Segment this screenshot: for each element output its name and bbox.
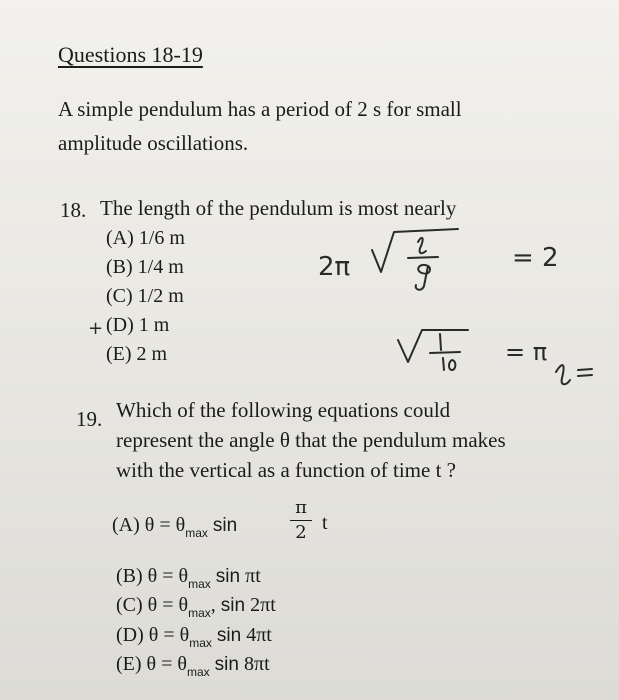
hand-g-letter [416, 265, 430, 290]
choice-argument: 2πt [250, 594, 276, 616]
hand-radical-1 [372, 229, 458, 272]
choice-function: sin [216, 625, 242, 646]
hand-denominator-one [443, 358, 444, 370]
hand-answer-mark: + [88, 318, 104, 339]
section-heading: Questions 18-19 [58, 42, 203, 67]
hand-scribble-l [556, 365, 570, 384]
q18-stem: The length of the pendulum is most nearly [100, 196, 457, 220]
q19-stem-line-1: Which of the following equations could [116, 398, 451, 422]
choice-argument: 4πt [246, 624, 272, 646]
choice-subscript: max [187, 665, 210, 679]
choice-subscript: max [188, 577, 211, 591]
hand-equals-pi: = π [505, 338, 548, 366]
hand-equals-two: = 2 [512, 243, 559, 273]
choice-subscript: max [188, 606, 211, 620]
choice-argument: πt [245, 565, 261, 587]
q18-choice-a[interactable]: (A) 1/6 m [106, 227, 185, 249]
choice-lhs: θ = θ [144, 514, 186, 536]
fraction-denominator: 2 [295, 522, 307, 543]
q19-number: 19. [76, 407, 103, 431]
hand-fraction-bar-1 [408, 257, 438, 258]
choice-label: (D) [116, 624, 144, 646]
passage-line-1: A simple pendulum has a period of 2 s for small [58, 97, 462, 121]
choice-function: sin [220, 595, 246, 616]
hand-denominator-zero [449, 360, 455, 370]
passage-line-2: amplitude oscillations. [58, 131, 249, 155]
choice-function: sin [214, 654, 239, 675]
hand-two-pi: 2π [318, 252, 351, 282]
choice-comma: , [210, 594, 216, 616]
choice-lhs: θ = θ [146, 653, 187, 675]
choice-function: sin [212, 515, 238, 536]
choice-lhs: θ = θ [147, 565, 189, 587]
choice-label: (E) [116, 653, 142, 675]
choice-argument: 8πt [243, 653, 270, 675]
q18-choice-c[interactable]: (C) 1/2 m [106, 285, 184, 307]
hand-numerator-one [440, 334, 441, 350]
q18-choice-e[interactable]: (E) 2 m [106, 343, 168, 365]
choice-subscript: max [189, 636, 212, 650]
choice-label: (C) [116, 594, 143, 616]
q19-choice-a-variable: t [322, 512, 328, 534]
choice-subscript: max [185, 526, 208, 540]
hand-l-letter [418, 238, 426, 253]
hand-radical-2 [398, 330, 468, 362]
hand-fraction-bar-2 [430, 352, 460, 353]
q18-choice-d[interactable]: (D) 1 m [106, 314, 170, 336]
choice-label: (B) [116, 565, 143, 587]
q19-stem-line-2: represent the angle θ that the pendulum makes [116, 428, 506, 452]
q18-number: 18. [60, 198, 87, 222]
q19-stem-line-3: with the vertical as a function of time t ? [116, 458, 456, 482]
choice-label: (A) [112, 514, 140, 536]
choice-lhs: θ = θ [147, 594, 189, 616]
choice-lhs: θ = θ [148, 624, 190, 646]
hand-scribble-equals [578, 369, 592, 376]
choice-function: sin [215, 566, 241, 587]
q18-choice-b[interactable]: (B) 1/4 m [106, 256, 184, 278]
fraction-numerator: π [295, 497, 307, 518]
